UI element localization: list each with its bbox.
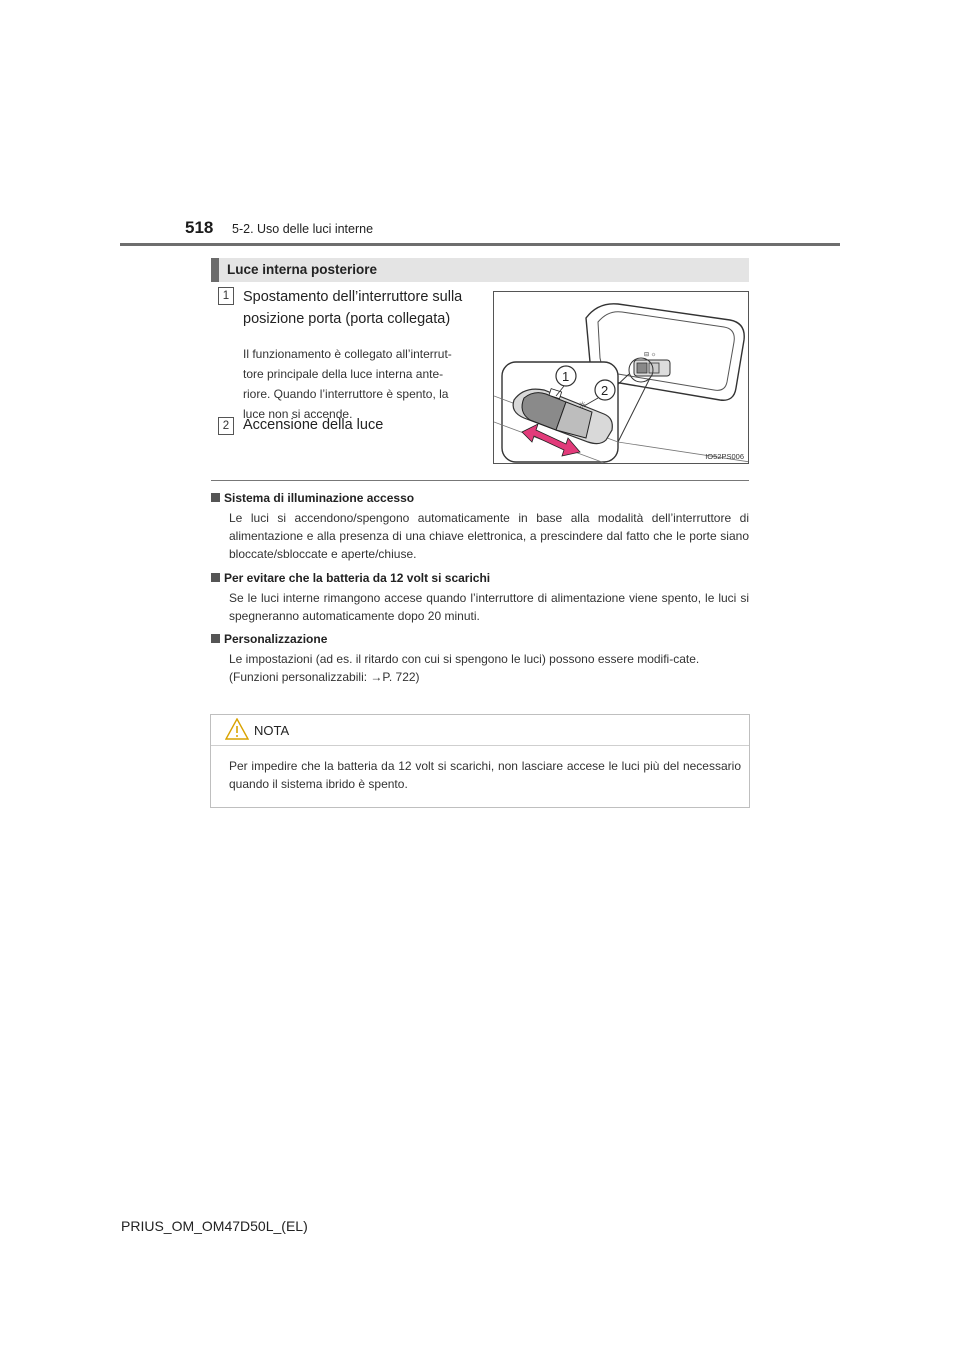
note-heading-text: Sistema di illuminazione accesso [224, 491, 415, 505]
square-bullet-icon [211, 573, 220, 582]
illustration-code: IO52PS006 [705, 452, 744, 461]
note-body: Le luci si accendono/spengono automaticamente in base alla modalità dell’interruttore di alimentazione e alla presenza di una chiave elettronica, a prescindere dal fatto che le porte siano bloccate/sbloccate e aperte/chiuse. [229, 511, 749, 561]
callout-1: 1 [562, 369, 570, 384]
item-number-2: 2 [218, 417, 234, 435]
nota-box [210, 714, 750, 808]
page-number: 518 [185, 218, 214, 237]
note-body-ref: (Funzioni personalizzabili: →P. 722) [229, 670, 420, 684]
note-heading [211, 630, 749, 648]
document-code: PRIUS_OM_OM47D50L_(EL) [121, 1218, 308, 1234]
square-bullet-icon [211, 634, 220, 643]
note-battery [211, 569, 749, 625]
header-rule [120, 243, 840, 246]
section-title-box [211, 258, 749, 282]
section-label: 5-2. Uso delle luci interne [232, 222, 374, 236]
note-heading [211, 489, 749, 507]
section-title: Luce interna posteriore [227, 262, 378, 277]
item-1-desc-line4: luce non si accende. [243, 407, 353, 421]
item-1-desc-line1: Il funzionamento è collegato all’interrut- [243, 347, 452, 361]
item-1-desc-line3: riore. Quando l’interruttore è spento, la [243, 387, 449, 401]
item-1-title-line1: Spostamento dell’interruttore sulla [243, 289, 463, 305]
note-heading [211, 569, 749, 587]
item-1-title-line2: posizione porta (porta collegata) [243, 311, 451, 327]
item-1-desc-line2: tore principale della luce interna ante- [243, 367, 444, 381]
section-divider [211, 480, 749, 481]
nota-text: Per impedire che la batteria da 12 volt si scarichi, non lasciare accese le luci più del necessario quando il sistema ibrido è spento. [229, 759, 741, 791]
rear-light-illustration [493, 291, 749, 464]
note-heading-text: Personalizzazione [224, 632, 328, 646]
rear-light-drawing [494, 292, 749, 464]
note-heading-text: Per evitare che la batteria da 12 volt si scarichi [224, 571, 491, 585]
note-lighting-access [211, 489, 749, 563]
nota-label: NOTA [254, 723, 290, 738]
square-bullet-icon [211, 493, 220, 502]
nota-header [211, 715, 749, 746]
item-2-title: Accensione della luce [243, 417, 384, 433]
svg-text:⊟ ☼: ⊟ ☼ [644, 352, 657, 358]
item-number-1: 1 [218, 287, 234, 305]
warning-triangle-icon [225, 718, 249, 740]
callout-2: 2 [601, 383, 609, 398]
section-title-bar [211, 258, 219, 282]
note-customization [211, 630, 749, 686]
note-body: Se le luci interne rimangono accese quando l’interruttore di alimentazione viene spento, le luci si spegneranno automaticamente dopo 20 minuti. [229, 591, 749, 623]
note-body: Le impostazioni (ad es. il ritardo con cui si spengono le luci) possono essere modifi-cate. [229, 652, 700, 666]
svg-text:☼: ☼ [578, 401, 587, 411]
